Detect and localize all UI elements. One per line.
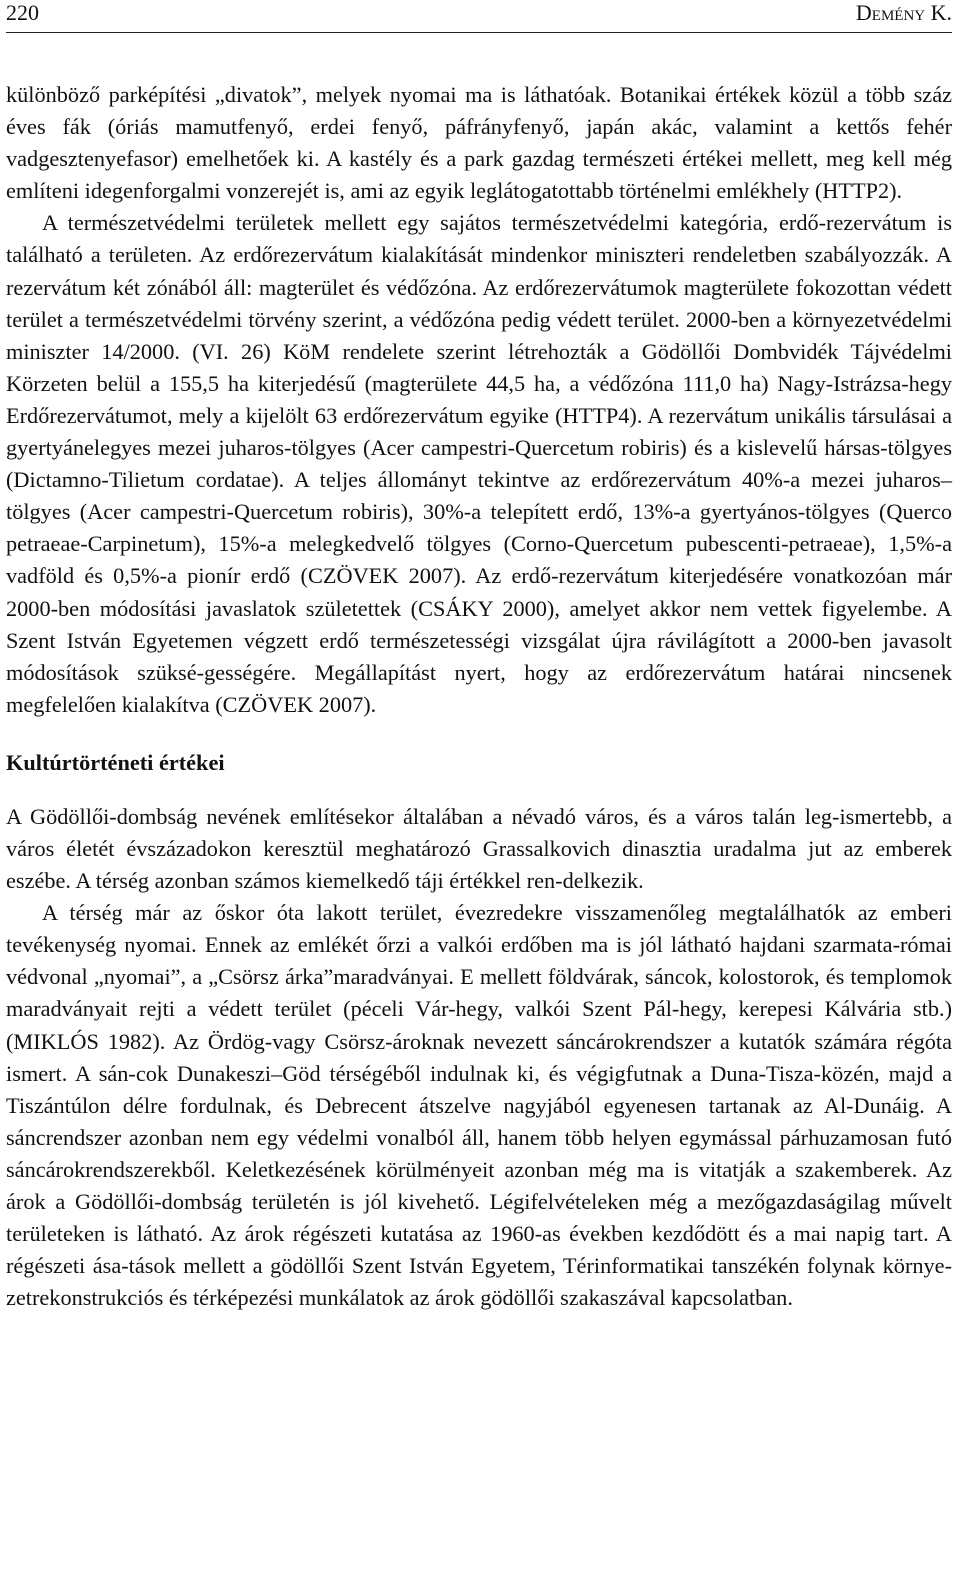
page-header — [6, 0, 952, 33]
paragraph: A Gödöllői-dombság nevének említésekor általában a névadó város, és a város talán leg-ismertebb, a város életét évszázadokon keresztül meghatározó Grassalkovich dinasztia uradalma jut az emberek eszébe. A térség azonban számos kiemelkedő táji értékkel ren-delkezik. — [6, 803, 952, 894]
page-number: 220 — [6, 0, 39, 25]
running-head: Demény K. — [855, 0, 952, 25]
paragraph: különböző parképítési „divatok”, melyek nyomai ma is láthatóak. Botanikai értékek közül a több száz éves fák (óriás mamutfenyő, erdei fenyő, páfrányfenyő, japán akác, valamint a kettős fehér vadgesztenyefasor) emelhetőek ki. A kastély és a park gazdag természeti értékei mellett, meg kell még említeni idegenforgalmi vonzerejét is, ami az egyik leglátogatottabb történelmi emlékhely (HTTP2). — [6, 82, 952, 204]
paragraph: A térség már az őskor óta lakott terület, évezredekre visszamenőleg megtalálhatók az emberi tevékenység nyomai. Ennek az emlékét őrzi a valkói erdőben ma is jól látható hajdani szarmata-római védvonal „nyomai”, a „Csörsz árka”maradványai. E mellett földvárak, sáncok, kolostorok, és templomok maradványait rejti a védett terület (péceli Vár-hegy, valkói Szent Pál-hegy, kerepesi Kálvária stb.) (MIKLÓS 1982). Az Ördög-vagy Csörsz-ároknak nevezett sáncárokrendszer a kutatók számára régóta ismert. A sán-cok Dunakeszi–Göd térségéből indulnak ki, és végigfutnak a Duna-Tisza-közén, majd a Tiszántúlon délre fordulnak, és Debrecent átszelve nagyjából egyenesen tartanak az Al-Dunáig. A sáncrendszer azonban nem egy védelmi vonalból áll, hanem több helyen egymással párhuzamosan futó sáncárokrendszerekből. Keletkezésének körülményeit azonban még ma is vitatják a szakemberek. Az árok a Gödöllői-dombság területén is jól kivehető. Légifelvételeken még a mezőgazdaságilag művelt területeken is látható. Az árok régészeti kutatása az 1960-as években kezdődött és a mai napig tart. A régészeti ása-tások mellett a gödöllői Szent István Egyetem, Térinformatikai tanszékén folynak környe-zetrekonstrukciós és térképezési munkálatok az árok gödöllői szakaszával kapcsolatban. — [6, 900, 952, 1311]
body-text — [6, 79, 952, 1314]
section-heading: Kultúrtörténeti értékei — [6, 749, 225, 775]
paragraph: A természetvédelmi területek mellett egy sajátos természetvédelmi kategória, erdő-rezervátum is található a területen. Az erdőrezervátum kialakítását mindenkor miniszteri rendeletben szabályozzák. A rezervátum két zónából áll: magterület és védőzóna. Az erdőrezervátumok magterülete fokozottan védett terület a természetvédelmi törvény szerint, a védőzóna pedig védett terület. 2000-ben a környezetvédelmi miniszter 14/2000. (VI. 26) KöM rendelete szerint létrehozták a Gödöllői Dombvidék Tájvédelmi Körzeten belül a 155,5 ha kiterjedésű (magterülete 44,5 ha, a védőzóna 111,0 ha) Nagy-Istrázsa-hegy Erdőrezervátumot, mely a kijelölt 63 erdőrezervátum egyike (HTTP4). A rezervátum unikális társulásai a gyertyánelegyes mezei juharos-tölgyes (Acer campestri-Quercetum robiris) és a kislevelű hársas-tölgyes (Dictamno-Tilietum cordatae). A teljes állományt tekintve az erdőrezervátum 40%-a mezei juharos–tölgyes (Acer campestri-Quercetum robiris), 30%-a telepített erdő, 13%-a gyertyános-tölgyes (Querco petraeae-Carpinetum), 15%-a melegkedvelő tölgyes (Corno-Quercetum pubescenti-petraeae), 1,5%-a vadföld és 0,5%-a pionír erdő (CZÖVEK 2007). Az erdő-rezervátum kiterjedésére vonatkozóan már 2000-ben módosítási javaslatok születettek (CSÁKY 2000), amelyet akkor nem vettek figyelembe. A Szent István Egyetemen végzett erdő természetességi vizsgálat újra rávilágított a 2000-ben javasolt módosítások szüksé-gességére. Megállapítást nyert, hogy az erdőrezervátum határai nincsenek megfelelően kialakítva (CZÖVEK 2007). — [6, 210, 952, 717]
